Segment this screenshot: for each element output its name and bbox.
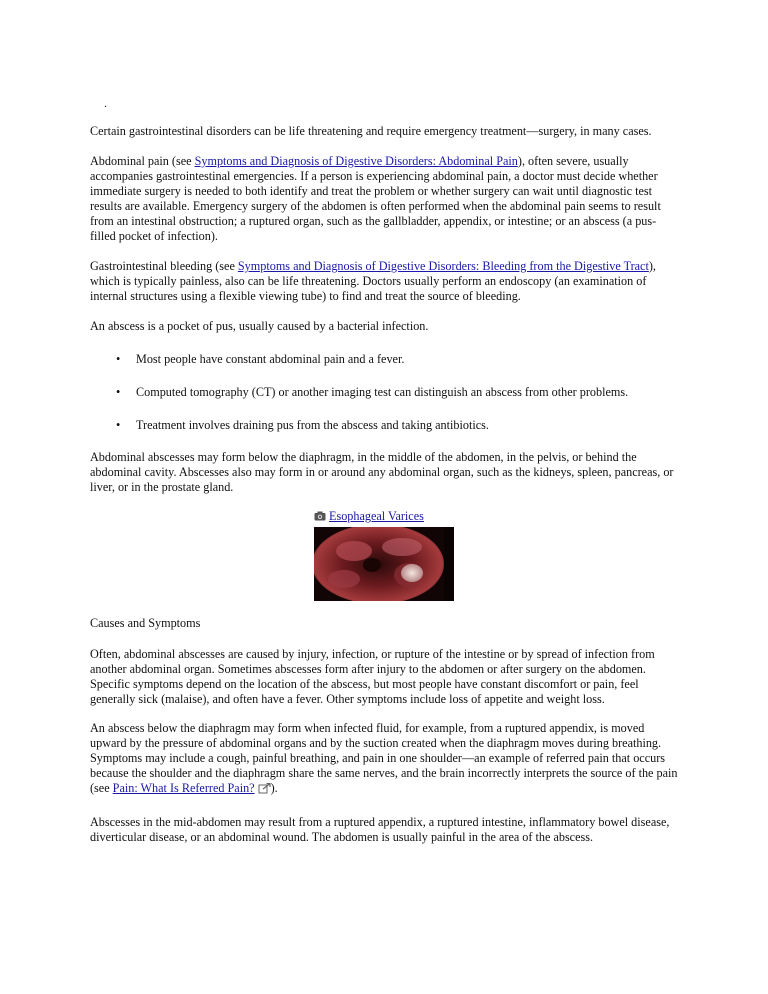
- abdominal-pain-link[interactable]: Symptoms and Diagnosis of Digestive Disorders: Abdominal Pain: [194, 154, 518, 168]
- text-span: Abdominal pain (see: [90, 154, 195, 168]
- list-item-text: Most people have constant abdominal pain and a fever.: [136, 352, 405, 366]
- list-item: [90, 418, 680, 451]
- bullet-icon: •: [116, 352, 121, 366]
- text-span: ), often severe, usually accompanies gastrointestinal emergencies. If a person is experiencing abdominal pain, a doctor must decide whether immediate surgery is needed to both identify and treat the problem or whether surgery can wait until diagnostic test results are available. Emergency surgery of the abdomen is often performed when the abdominal pain seems to result from an intestinal obstruction; a ruptured organ, such as the gallbladder, appendix, or intestine; or an abscess (a pus-filled pocket of infection).: [90, 154, 661, 243]
- list-item-text: Treatment involves draining pus from the abscess and taking antibiotics.: [136, 418, 489, 432]
- intro-paragraph: Certain gastrointestinal disorders can be life threatening and require emergency treatment—surgery, in many cases.: [90, 124, 652, 138]
- mid-abdomen-paragraph: Abscesses in the mid-abdomen may result from a ruptured appendix, a ruptured intestine, inflammatory bowel disease, diverticular disease, or an abdominal wound. The abdomen is usually painful in the area of the abscess.: [90, 815, 670, 844]
- camera-icon: [314, 510, 326, 524]
- text-span: ), which is typically painless, also can be life threatening. Doctors usually perform an endoscopy (an examination of internal structures using a flexible viewing tube) to find and treat the source of bleeding.: [90, 259, 656, 303]
- bleeding-link[interactable]: Symptoms and Diagnosis of Digestive Disorders: Bleeding from the Digestive Tract: [237, 259, 649, 273]
- list-item-text: Computed tomography (CT) or another imaging test can distinguish an abscess from other problems.: [136, 385, 629, 399]
- figure-caption: [314, 509, 464, 524]
- list-item: [90, 352, 680, 385]
- abscess-locations-paragraph: Abdominal abscesses may form below the diaphragm, in the middle of the abdomen, in the pelvis, or behind the abdominal cavity. Abscesses also may form in or around any abdominal organ, such as the kidneys, spleen, pancreas, or liver, or in the prostate gland.: [90, 450, 674, 494]
- abdominal-pain-paragraph: [90, 154, 680, 244]
- text-span: ).: [270, 781, 278, 795]
- figure: [314, 509, 464, 605]
- page-mark: .: [104, 96, 107, 110]
- text-span: An abscess below the diaphragm may form when infected fluid, for example, from a ruptured appendix, is moved upward by the pressure of abdominal organs and by the suction created when the diaphragm moves during breathing. Symptoms may include a cough, painful breathing, and pain in one shoulder—an example of referred pain that occurs because the shoulder and the diaphragm share the same nerves, and the brain incorrectly interprets the source of the pain (see: [90, 721, 678, 795]
- bleeding-paragraph: [90, 259, 680, 304]
- abscess-definition-paragraph: An abscess is a pocket of pus, usually caused by a bacterial infection.: [90, 319, 429, 333]
- text-span: Gastrointestinal bleeding (see: [90, 259, 238, 273]
- diaphragm-abscess-paragraph: [90, 721, 680, 798]
- section-heading: Causes and Symptoms: [90, 616, 201, 630]
- list-item: [90, 385, 680, 418]
- causes-paragraph: Often, abdominal abscesses are caused by injury, infection, or rupture of the intestine or by spread of infection from another abdominal organ. Sometimes abscesses form after injury to the abdomen or after surgery on the abdomen. Specific symptoms depend on the location of the abscess, but most people have constant discomfort or pain, feel generally sick (malaise), and often have a fever. Other symptoms include loss of appetite and weight loss.: [90, 647, 655, 706]
- bullet-icon: •: [116, 418, 121, 432]
- bullet-icon: •: [116, 385, 121, 399]
- bullet-list: [90, 352, 680, 451]
- esophageal-varices-link[interactable]: Esophageal Varices: [329, 509, 424, 523]
- referred-pain-link[interactable]: Pain: What Is Referred Pain?: [112, 781, 255, 795]
- external-link-icon[interactable]: [258, 783, 271, 798]
- endoscopy-image[interactable]: [314, 527, 454, 601]
